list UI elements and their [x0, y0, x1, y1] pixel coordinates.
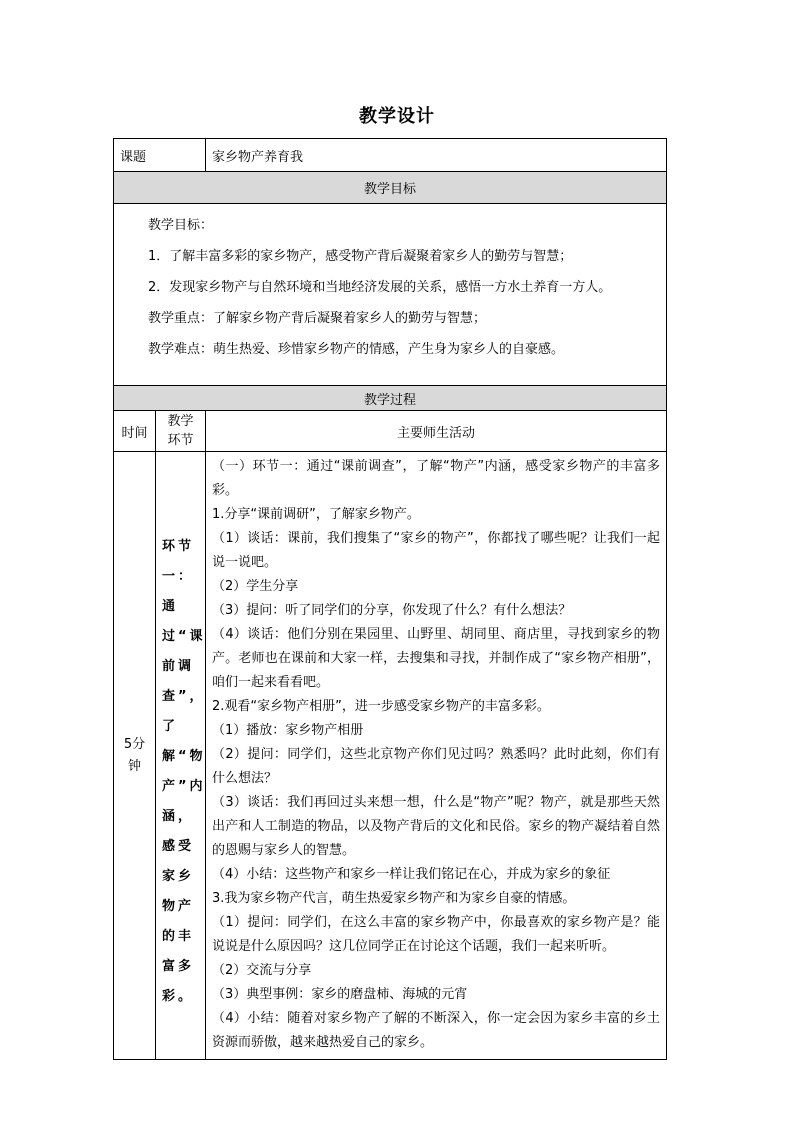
activity-line: （4）小结：随着对家乡物产了解的不断深入，你一定会因为家乡丰富的乡土资源而骄傲，越来越热爱自己的家乡。 — [212, 1011, 661, 1050]
process-header-row — [114, 386, 667, 411]
step-text: 环节一：通过“课前调查”，了解“物产”内涵，感受家乡物产的丰富多彩。 — [162, 539, 206, 1004]
activity-line: （2）提问：同学们，这些北京物产你们见过吗？熟悉吗？此时此刻，你们有什么想法？ — [212, 747, 661, 786]
process-column-headers — [114, 411, 667, 452]
column-header-step-line2: 环节 — [167, 433, 194, 448]
process-section-title: 教学过程 — [114, 386, 667, 411]
activity-line: （2）交流与分享 — [212, 963, 312, 978]
time-line2: 钟 — [127, 758, 141, 774]
step-cell — [156, 452, 206, 1060]
activity-line: （4）小结：这些物产和家乡一样让我们铭记在心，并成为家乡的象征 — [212, 867, 611, 882]
activity-line: 3.我为家乡物产代言，萌生热爱家乡物产和为家乡自豪的情感。 — [212, 891, 576, 906]
topic-label: 课题 — [114, 139, 206, 172]
difficult-point: 教学难点：萌生热爱、珍惜家乡物产的情感，产生身为家乡人的自豪感。 — [148, 342, 565, 357]
objectives-intro: 教学目标： — [148, 218, 214, 233]
objective-item-2: 2．发现家乡物产与自然环境和当地经济发展的关系，感悟一方水土养育一方人。 — [148, 280, 612, 295]
topic-value: 家乡物产养育我 — [206, 139, 667, 172]
column-header-time: 时间 — [114, 411, 156, 452]
objectives-section-title: 教学目标 — [114, 172, 667, 204]
activity-line: （1）播放：家乡物产相册 — [212, 723, 364, 738]
activity-line: （1）谈话：课前，我们搜集了“家乡的物产”，你都找了哪些呢？让我们一起说一说吧。 — [212, 531, 661, 570]
objectives-row — [114, 204, 667, 386]
lesson-plan-table — [113, 138, 667, 1060]
column-header-step-line1: 教学 — [167, 414, 194, 429]
time-cell — [114, 452, 156, 1060]
activity-line: （一）环节一：通过“课前调查”，了解“物产”内涵，感受家乡物产的丰富多彩。 — [212, 459, 661, 498]
activity-line: （2）学生分享 — [212, 579, 299, 594]
activity-line: （1）提问：同学们，在这么丰富的家乡物产中，你最喜欢的家乡物产是？能说说是什么原因吗？这几位同学正在讨论这个话题，我们一起来听听。 — [212, 915, 661, 954]
activity-line: 2.观看“家乡物产相册”，进一步感受家乡物产的丰富多彩。 — [212, 699, 550, 714]
activity-line: 1.分享“课前调研”，了解家乡物产。 — [212, 507, 420, 522]
process-row — [114, 452, 667, 1060]
activity-line: （4）谈话：他们分别在果园里、山野里、胡同里、商店里，寻找到家乡的物产。老师也在课前和大家一样，去搜集和寻找，并制作成了“家乡物产相册”，咱们一起来看看吧。 — [212, 627, 661, 690]
column-header-activities: 主要师生活动 — [206, 411, 667, 452]
activity-line: （3）谈话：我们再回过头来想一想，什么是“物产”呢？物产，就是那些天然出产和人工制造的物品，以及物产背后的文化和民俗。家乡的物产凝结着自然的恩赐与家乡人的智慧。 — [212, 795, 661, 858]
activity-line: （3）提问：听了同学们的分享，你发现了什么？有什么想法？ — [212, 603, 572, 618]
column-header-step — [156, 411, 206, 452]
page-title: 教学设计 — [359, 106, 435, 127]
objectives-content — [114, 204, 667, 386]
topic-row — [114, 139, 667, 172]
objective-item-1: 1．了解丰富多彩的家乡物产，感受物产背后凝聚着家乡人的勤劳与智慧； — [148, 249, 573, 264]
time-line1: 5分 — [123, 736, 146, 752]
activity-line: （3）典型事例：家乡的磨盘柿、海城的元宵 — [212, 987, 468, 1002]
key-point: 教学重点：了解家乡物产背后凝聚着家乡人的勤劳与智慧； — [148, 311, 487, 326]
objectives-header-row — [114, 172, 667, 204]
activities-cell — [206, 452, 667, 1060]
